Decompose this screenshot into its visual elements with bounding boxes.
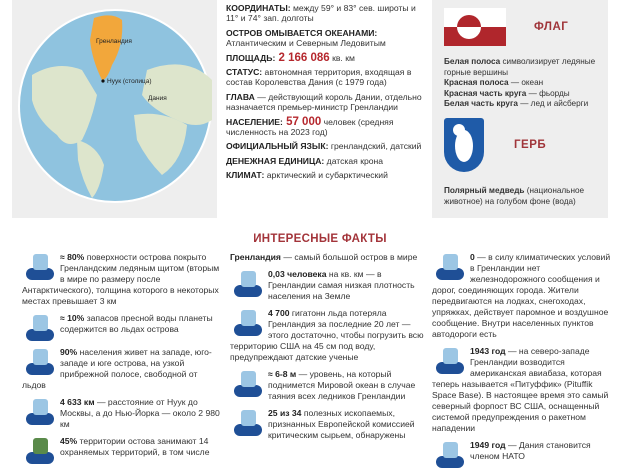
symbols-panel bbox=[432, 0, 608, 218]
fact-text: полезных ископаемых, признанных Европейской комиссией критическим сырьем, обнаружены bbox=[268, 408, 415, 440]
fact-item bbox=[22, 436, 222, 464]
fact-highlight: ≈ 6-8 м bbox=[268, 369, 297, 379]
coat-heading: ГЕРБ bbox=[514, 139, 547, 151]
top-section bbox=[0, 0, 640, 226]
diamond-icon bbox=[234, 410, 262, 436]
ice-cube-icon bbox=[26, 254, 54, 280]
info-coordinates bbox=[226, 3, 428, 24]
label: ОФИЦИАЛЬНЫЙ ЯЗЫК: bbox=[226, 141, 329, 152]
coat-description bbox=[444, 186, 604, 207]
ruler-icon bbox=[26, 399, 54, 425]
desc: — океан bbox=[508, 78, 544, 87]
value: человек (средняя численность на 2023 год) bbox=[226, 116, 394, 138]
desc: — лед и айсберги bbox=[517, 99, 589, 108]
info-climate bbox=[226, 170, 428, 180]
map-label-denmark: Дания bbox=[148, 95, 167, 102]
fact-item bbox=[432, 252, 617, 340]
label: ГЛАВА bbox=[226, 91, 255, 102]
facts-title: ИНТЕРЕСНЫЕ ФАКТЫ bbox=[253, 233, 387, 245]
fact-highlight: ≈ 80% bbox=[60, 252, 85, 262]
term: Полярный медведь bbox=[444, 186, 525, 195]
flag-heading: ФЛАГ bbox=[534, 21, 569, 33]
fact-text: поверхности острова покрыто Гренландским ледяным щитом (вторым в мире по размеру после Антарктического), толщина которого в некоторых местах превышает 3 км bbox=[22, 252, 220, 306]
facts-column-3 bbox=[432, 252, 617, 474]
info-oceans bbox=[226, 28, 428, 49]
label: СТАТУС: bbox=[226, 67, 263, 78]
iceberg-house-icon bbox=[26, 349, 54, 375]
info-area bbox=[226, 53, 428, 63]
fact-text: населения живет на западе, юго-западе и юге острова, на узкой прибрежной полосе, свободной от льдов bbox=[22, 347, 212, 390]
key-facts bbox=[226, 3, 428, 185]
value: гренландский, датский bbox=[328, 141, 422, 152]
airplane-icon bbox=[436, 348, 464, 374]
world-map bbox=[12, 0, 217, 218]
fact-text: — Дания становится членом НАТО bbox=[470, 440, 591, 461]
fact-item bbox=[22, 252, 222, 307]
fact-item bbox=[432, 346, 617, 434]
fact-highlight: 0 bbox=[470, 252, 475, 262]
label: КООРДИНАТЫ: bbox=[226, 3, 291, 13]
term: Красная полоса bbox=[444, 78, 509, 87]
label: ОСТРОВ ОМЫВАЕТСЯ ОКЕАНАМИ: bbox=[226, 27, 378, 38]
info-population bbox=[226, 117, 428, 138]
fact-item bbox=[230, 269, 430, 302]
fact-text: — расстояние от Нуук до Москвы, а до Нью-Йорка — около 2 980 км bbox=[60, 397, 220, 429]
fact-highlight: 1943 год bbox=[470, 346, 506, 356]
fact-text: — в силу климатических условий в Гренландии нет железнодорожного сообщения и дорог, соединяющих города. Жители передвигаются на лодках, снегоходах, упряжках, действует паромное и воздушное сообщение. Внутри населенных пунктов автодороги есть bbox=[432, 252, 611, 339]
value: — действующий король Дании, отдельно назначается премьер-министр Гренландии bbox=[226, 91, 422, 113]
fact-highlight: 45% bbox=[60, 436, 78, 446]
info-head bbox=[226, 92, 428, 113]
fact-item bbox=[22, 347, 222, 391]
fact-text: территории остова занимают 14 охраняемых территорий, в том числе bbox=[60, 436, 210, 457]
fact-highlight: 4 633 км bbox=[60, 397, 95, 407]
label: ДЕНЕЖНАЯ ЕДИНИЦА: bbox=[226, 155, 325, 166]
fact-highlight: Гренландия bbox=[230, 252, 281, 262]
fact-item bbox=[22, 397, 222, 430]
value: автономная территория, входящая в состав Королевства Дания (с 1979 года) bbox=[226, 67, 412, 88]
value: датская крона bbox=[324, 155, 384, 166]
fact-text: — на северо-западе Гренландии возводится американская авиабаза, которая теперь называется «Питуффик» (Pituffik Space Base). В настоящее время это самый северный форпост ВС США, оснащенный системой предупреждения о ракетном нападении bbox=[432, 346, 609, 433]
fact-text: запасов пресной воды планеты содержится во льдах острова bbox=[60, 313, 213, 334]
term: Белая часть круга bbox=[444, 99, 518, 108]
fact-text: — уровень, на который поднимется Мировой океан в случае таяния всех ледников Гренландии bbox=[268, 369, 416, 401]
fact-text: — самый большой остров в мире bbox=[280, 252, 418, 262]
fact-item bbox=[230, 408, 430, 441]
fact-item bbox=[432, 440, 617, 468]
fact-highlight: 90% bbox=[60, 347, 78, 357]
desc: символизирует ледяные горные вершины bbox=[444, 57, 596, 77]
facts-column-2 bbox=[230, 252, 430, 447]
water-drop-icon bbox=[26, 315, 54, 341]
person-icon bbox=[234, 271, 262, 297]
value: Атлантическим и Северным Ледовитым bbox=[226, 38, 386, 49]
label: НАСЕЛЕНИЕ: bbox=[226, 116, 283, 127]
value: между 59° и 83° сев. широты и 11° и 74° зап. долготы bbox=[226, 3, 416, 24]
term: Белая полоса bbox=[444, 57, 501, 66]
ice-block-icon bbox=[234, 310, 262, 336]
flag-description bbox=[444, 57, 604, 110]
fact-item bbox=[230, 252, 430, 263]
map-label-capital: Нуук (столица) bbox=[107, 78, 152, 85]
fact-highlight: 1949 год bbox=[470, 440, 506, 450]
fact-item bbox=[230, 369, 430, 402]
fact-text: гигатонн льда потеряла Гренландия за последние 20 лет — этого достаточно, чтобы погрузить всю территорию США на 45 см под воду, предупреждают датские ученые bbox=[230, 308, 424, 362]
value: кв. км bbox=[329, 52, 355, 63]
fact-highlight: ≈ 10% bbox=[60, 313, 85, 323]
desc: — фьорды bbox=[526, 88, 570, 98]
map-label-greenland: Гренландия bbox=[96, 38, 132, 45]
info-language bbox=[226, 141, 428, 151]
polar-bear-coat-of-arms-icon bbox=[444, 118, 484, 172]
fir-tree-icon bbox=[26, 438, 54, 464]
value-number: 57 000 bbox=[282, 115, 322, 128]
water-level-icon bbox=[234, 371, 262, 397]
info-status bbox=[226, 67, 428, 88]
term: Красная часть круга bbox=[444, 88, 527, 98]
fact-item bbox=[22, 313, 222, 341]
info-currency bbox=[226, 156, 428, 166]
railway-icon bbox=[436, 254, 464, 280]
facts-column-1 bbox=[22, 252, 222, 470]
fact-highlight: 0,03 человека bbox=[268, 269, 327, 279]
greenland-flag bbox=[444, 8, 506, 46]
label: КЛИМАТ: bbox=[226, 170, 265, 181]
value-number: 2 166 086 bbox=[275, 51, 330, 64]
fact-text: на кв. км — в Гренландии самая низкая плотность населения на Земле bbox=[268, 269, 415, 301]
nato-compass-icon bbox=[436, 442, 464, 468]
fact-item bbox=[230, 308, 430, 363]
label: ПЛОЩАДЬ: bbox=[226, 52, 276, 63]
fact-highlight: 25 из 34 bbox=[268, 408, 302, 418]
fact-highlight: 4 700 bbox=[268, 308, 290, 318]
value: арктический и субарктический bbox=[264, 170, 388, 181]
desc: (национальное животное) на голубом фоне (вода) bbox=[444, 186, 585, 206]
